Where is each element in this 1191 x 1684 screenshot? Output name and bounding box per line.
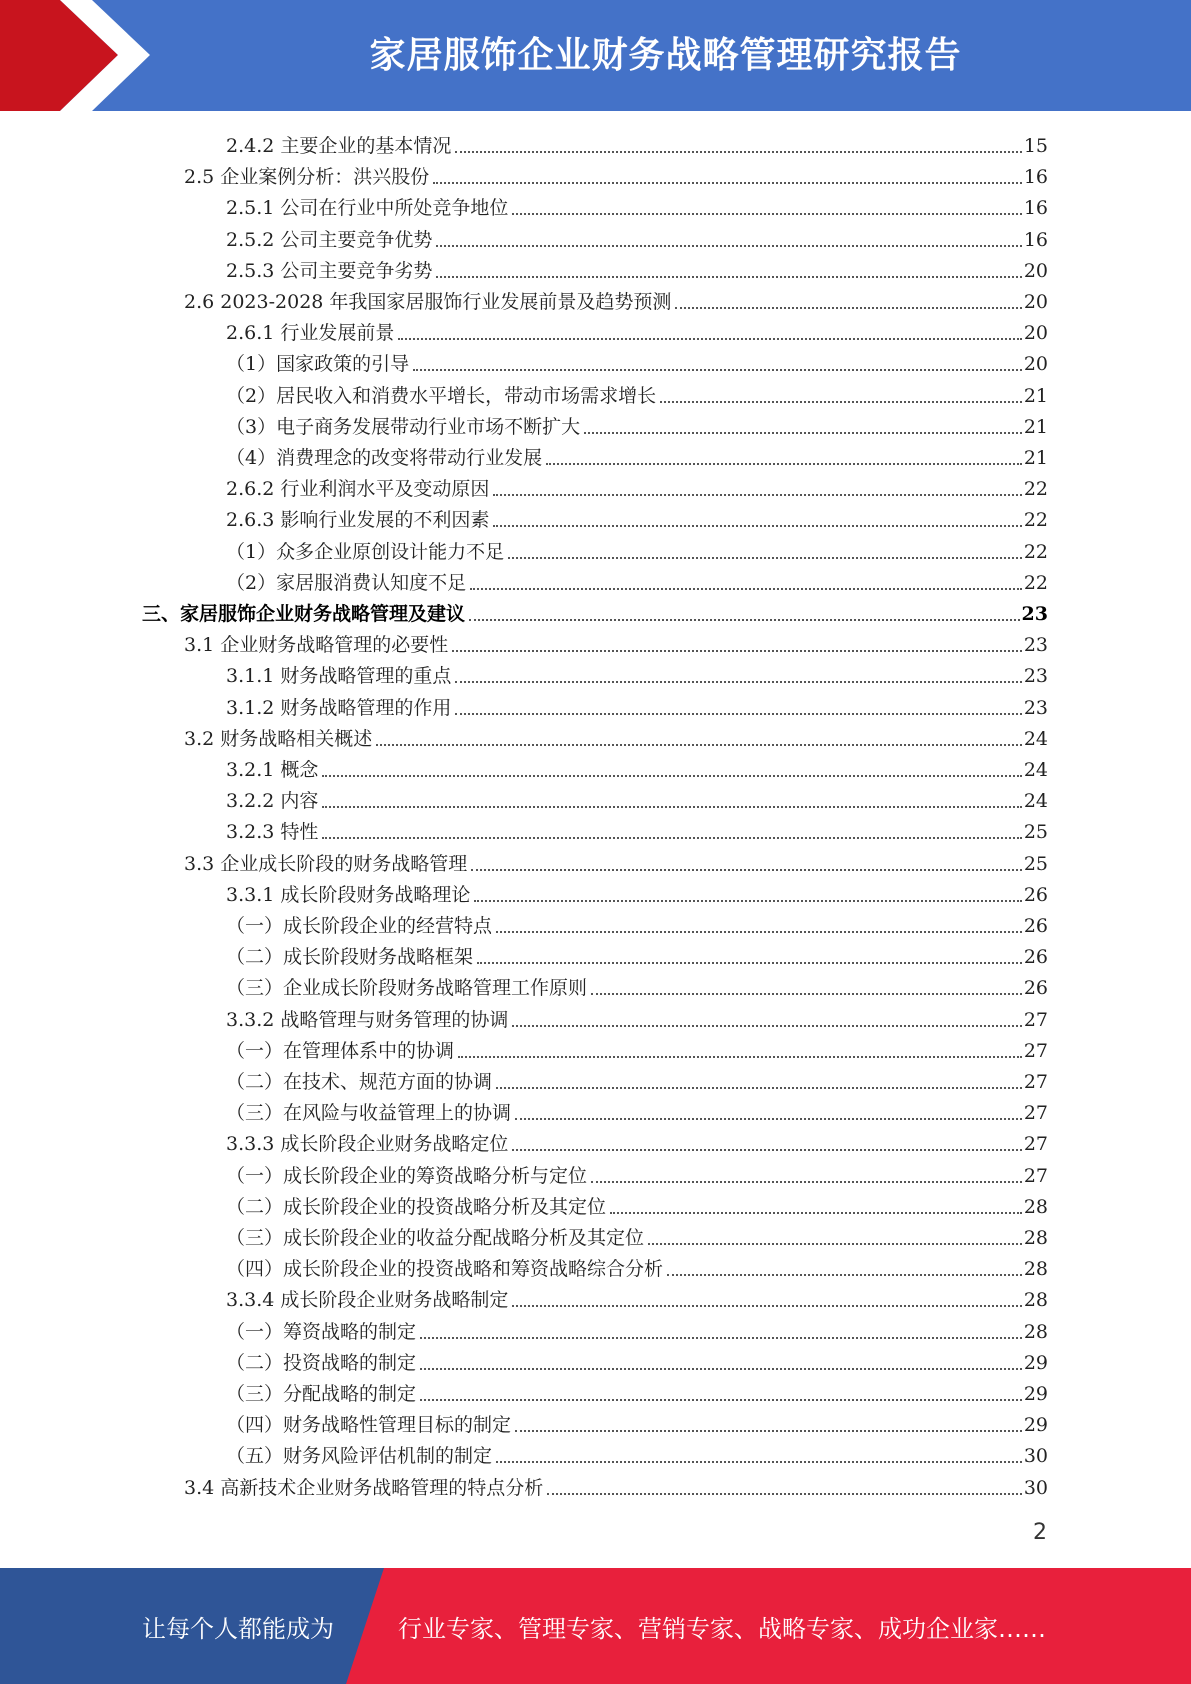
toc-entry-page: 27 bbox=[1023, 1008, 1048, 1031]
toc-dot-leader bbox=[398, 338, 1021, 340]
toc-entry-page: 29 bbox=[1023, 1383, 1048, 1405]
toc-dot-leader bbox=[496, 1461, 1022, 1463]
toc-dot-leader bbox=[413, 369, 1022, 371]
toc-entry-page: 23 bbox=[1023, 696, 1048, 719]
toc-entry-page: 28 bbox=[1023, 1289, 1048, 1312]
toc-entry-title: 3.1 企业财务战略管理的必要性 bbox=[184, 634, 449, 657]
toc-entry-title: （五）财务风险评估机制的制定 bbox=[226, 1445, 493, 1468]
toc-entry-title: （1）国家政策的引导 bbox=[226, 353, 410, 376]
toc-entry[interactable] bbox=[226, 128, 1048, 159]
footer-tagline: 行业专家、管理专家、营销专家、战略专家、成功企业家…… bbox=[398, 1614, 1046, 1643]
toc-entry[interactable] bbox=[226, 534, 1048, 565]
toc-entry-title: 2.4.2 主要企业的基本情况 bbox=[226, 135, 452, 157]
footer-slogan: 让每个人都能成为 bbox=[142, 1614, 334, 1643]
toc-entry-page: 30 bbox=[1023, 1445, 1048, 1468]
toc-dot-leader bbox=[458, 1056, 1022, 1058]
toc-entry-page: 28 bbox=[1023, 1258, 1048, 1281]
toc-entry-page: 27 bbox=[1023, 1133, 1048, 1156]
toc-entry[interactable] bbox=[226, 1033, 1048, 1064]
toc-entry[interactable] bbox=[184, 846, 1048, 877]
toc-entry[interactable] bbox=[142, 596, 1048, 627]
toc-dot-leader bbox=[648, 1243, 1022, 1245]
toc-dot-leader bbox=[376, 744, 1022, 746]
toc-dot-leader bbox=[675, 307, 1021, 309]
toc-entry[interactable] bbox=[184, 1470, 1048, 1501]
toc-dot-leader bbox=[584, 432, 1022, 434]
toc-entry[interactable] bbox=[226, 565, 1048, 596]
toc-dot-leader bbox=[436, 276, 1021, 278]
toc-entry[interactable] bbox=[226, 190, 1048, 221]
toc-dot-leader bbox=[471, 869, 1022, 871]
toc-dot-leader bbox=[470, 588, 1022, 590]
toc-entry[interactable] bbox=[226, 1126, 1048, 1157]
toc-entry-title: 2.6.3 影响行业发展的不利因素 bbox=[226, 509, 490, 532]
toc-entry-title: 2.6.2 行业利润水平及变动原因 bbox=[226, 478, 490, 501]
toc-entry[interactable] bbox=[226, 1376, 1048, 1407]
toc-dot-leader bbox=[546, 463, 1022, 465]
toc-entry-title: （2）居民收入和消费水平增长，带动市场需求增长 bbox=[226, 384, 657, 407]
toc-entry-title: （三）在风险与收益管理上的协调 bbox=[226, 1102, 512, 1125]
footer-banner bbox=[0, 1568, 1191, 1684]
toc-entry-page: 20 bbox=[1023, 259, 1048, 282]
toc-entry-page: 23 bbox=[1021, 603, 1048, 625]
toc-entry-page: 16 bbox=[1023, 197, 1048, 220]
toc-entry[interactable] bbox=[184, 627, 1048, 658]
toc-entry-title: （一）成长阶段企业的经营特点 bbox=[226, 915, 493, 937]
toc-dot-leader bbox=[512, 1025, 1021, 1027]
toc-dot-leader bbox=[512, 213, 1021, 215]
toc-dot-leader bbox=[452, 650, 1022, 652]
toc-entry-page: 24 bbox=[1023, 727, 1048, 750]
toc-dot-leader bbox=[512, 1305, 1021, 1307]
toc-dot-leader bbox=[322, 775, 1021, 777]
toc-entry-title: 2.5.3 公司主要竞争劣势 bbox=[226, 259, 433, 282]
toc-entry-page: 27 bbox=[1023, 1039, 1048, 1062]
toc-entry-page: 22 bbox=[1023, 540, 1048, 563]
toc-dot-leader bbox=[591, 993, 1022, 995]
toc-entry-title: （二）投资战略的制定 bbox=[226, 1351, 417, 1374]
toc-dot-leader bbox=[610, 1212, 1022, 1214]
toc-entry[interactable] bbox=[226, 378, 1048, 409]
toc-entry-title: （二）成长阶段财务战略框架 bbox=[226, 946, 474, 969]
toc-dot-leader bbox=[455, 681, 1021, 683]
toc-entry-title: 3.3 企业成长阶段的财务战略管理 bbox=[184, 852, 468, 875]
toc-entry[interactable] bbox=[226, 1002, 1048, 1033]
toc-entry-title: 3.2.2 内容 bbox=[226, 790, 319, 813]
toc-entry[interactable] bbox=[184, 721, 1048, 752]
toc-dot-leader bbox=[515, 1430, 1022, 1432]
report-title: 家居服饰企业财务战略管理研究报告 bbox=[369, 35, 962, 76]
toc-dot-leader bbox=[660, 401, 1022, 403]
toc-dot-leader bbox=[474, 900, 1021, 902]
toc-dot-leader bbox=[496, 1087, 1022, 1089]
toc-dot-leader bbox=[420, 1337, 1022, 1339]
toc-entry-page: 23 bbox=[1023, 665, 1048, 688]
toc-dot-leader bbox=[493, 525, 1021, 527]
toc-dot-leader bbox=[420, 1399, 1022, 1401]
toc-entry-title: 3.1.1 财务战略管理的重点 bbox=[226, 665, 452, 688]
toc-dot-leader bbox=[496, 931, 1022, 933]
toc-dot-leader bbox=[322, 806, 1021, 808]
toc-entry[interactable] bbox=[226, 1282, 1048, 1313]
toc-entry[interactable] bbox=[226, 471, 1048, 502]
toc-entry-page: 29 bbox=[1023, 1351, 1048, 1374]
toc-entry[interactable] bbox=[184, 284, 1048, 315]
toc-entry-page: 21 bbox=[1023, 415, 1048, 438]
toc-dot-leader bbox=[455, 151, 1021, 153]
toc-entry-title: 3.3.1 成长阶段财务战略理论 bbox=[226, 883, 471, 906]
toc-entry-title: （一）筹资战略的制定 bbox=[226, 1320, 417, 1343]
toc-entry-title: （三）企业成长阶段财务战略管理工作原则 bbox=[226, 977, 588, 1000]
toc-entry[interactable] bbox=[226, 409, 1048, 440]
toc-entry[interactable] bbox=[226, 1189, 1048, 1220]
toc-entry[interactable] bbox=[226, 1345, 1048, 1376]
toc-entry[interactable] bbox=[226, 908, 1048, 939]
toc-entry-title: （2）家居服消费认知度不足 bbox=[226, 571, 467, 594]
toc-entry-title: 2.5.1 公司在行业中所处竞争地位 bbox=[226, 197, 509, 220]
toc-entry-title: （4）消费理念的改变将带动行业发展 bbox=[226, 447, 543, 469]
toc-entry[interactable] bbox=[226, 440, 1048, 471]
toc-entry-page: 26 bbox=[1023, 883, 1048, 906]
toc-entry-page: 29 bbox=[1023, 1414, 1048, 1437]
toc-entry[interactable] bbox=[226, 1220, 1048, 1251]
toc-entry-title: 3.3.4 成长阶段企业财务战略制定 bbox=[226, 1289, 509, 1312]
toc-dot-leader bbox=[322, 837, 1021, 839]
toc-entry[interactable] bbox=[184, 159, 1048, 190]
toc-entry[interactable] bbox=[226, 814, 1048, 845]
toc-entry-title: （二）在技术、规范方面的协调 bbox=[226, 1071, 493, 1093]
toc-dot-leader bbox=[477, 962, 1022, 964]
toc-entry-title: 2.6.1 行业发展前景 bbox=[226, 322, 395, 345]
toc-entry[interactable] bbox=[226, 1158, 1048, 1189]
toc-entry-page: 21 bbox=[1023, 384, 1048, 407]
toc-entry-page: 28 bbox=[1023, 1320, 1048, 1343]
toc-entry-page: 22 bbox=[1023, 478, 1048, 501]
toc-entry-page: 26 bbox=[1023, 977, 1048, 1000]
toc-entry[interactable] bbox=[226, 1407, 1048, 1438]
toc-entry[interactable] bbox=[226, 1438, 1048, 1469]
toc-entry-title: （三）成长阶段企业的收益分配战略分析及其定位 bbox=[226, 1227, 645, 1249]
toc-entry-title: （3）电子商务发展带动行业市场不断扩大 bbox=[226, 415, 581, 438]
toc-entry-page: 23 bbox=[1023, 634, 1048, 657]
toc-entry[interactable] bbox=[226, 970, 1048, 1001]
toc-entry[interactable] bbox=[226, 502, 1048, 533]
toc-entry-page: 27 bbox=[1023, 1164, 1048, 1187]
toc-entry-title: 3.2.3 特性 bbox=[226, 821, 319, 844]
toc-entry[interactable] bbox=[226, 315, 1048, 346]
toc-entry-title: 3.2.1 概念 bbox=[226, 759, 319, 781]
toc-entry-title: （一）成长阶段企业的筹资战略分析与定位 bbox=[226, 1164, 588, 1187]
toc-entry-title: 2.5.2 公司主要竞争优势 bbox=[226, 228, 433, 251]
toc-entry-page: 25 bbox=[1023, 852, 1048, 875]
toc-entry[interactable] bbox=[226, 752, 1048, 783]
toc-entry-title: 3.3.3 成长阶段企业财务战略定位 bbox=[226, 1133, 509, 1156]
toc-entry-page: 24 bbox=[1023, 790, 1048, 813]
toc-entry-page: 15 bbox=[1023, 135, 1048, 157]
toc-entry[interactable] bbox=[226, 346, 1048, 377]
toc-entry-title: （三）分配战略的制定 bbox=[226, 1383, 417, 1405]
toc-entry-page: 30 bbox=[1023, 1476, 1048, 1499]
toc-dot-leader bbox=[508, 557, 1022, 559]
toc-entry[interactable] bbox=[226, 1064, 1048, 1095]
toc-entry[interactable] bbox=[226, 1251, 1048, 1282]
toc-entry-title: 3.1.2 财务战略管理的作用 bbox=[226, 696, 452, 719]
toc-dot-leader bbox=[493, 494, 1021, 496]
header-banner bbox=[0, 0, 1191, 111]
toc-dot-leader bbox=[436, 245, 1021, 247]
toc-entry[interactable] bbox=[226, 253, 1048, 284]
toc-entry-page: 26 bbox=[1023, 946, 1048, 969]
toc-dot-leader bbox=[512, 1149, 1021, 1151]
toc-entry-page: 20 bbox=[1023, 353, 1048, 376]
toc-entry-title: 2.5 企业案例分析：洪兴股份 bbox=[184, 166, 430, 189]
toc-entry[interactable] bbox=[226, 877, 1048, 908]
toc-entry-page: 20 bbox=[1023, 291, 1048, 313]
toc-entry-page: 22 bbox=[1023, 509, 1048, 532]
toc-entry[interactable] bbox=[226, 939, 1048, 970]
toc-dot-leader bbox=[420, 1368, 1022, 1370]
toc-entry-page: 21 bbox=[1023, 447, 1048, 469]
toc-entry-page: 27 bbox=[1023, 1102, 1048, 1125]
toc-entry[interactable] bbox=[226, 783, 1048, 814]
toc-dot-leader bbox=[591, 1181, 1022, 1183]
toc-dot-leader bbox=[547, 1493, 1022, 1495]
toc-entry-title: 2.6 2023-2028 年我国家居服饰行业发展前景及趋势预测 bbox=[184, 291, 672, 313]
toc-entry-title: （1）众多企业原创设计能力不足 bbox=[226, 540, 505, 563]
toc-dot-leader bbox=[515, 1118, 1022, 1120]
toc-dot-leader bbox=[455, 713, 1021, 715]
toc-entry-title: （四）财务战略性管理目标的制定 bbox=[226, 1414, 512, 1437]
page-number: 2 bbox=[1033, 1520, 1047, 1545]
toc-entry-page: 28 bbox=[1023, 1227, 1048, 1249]
toc-dot-leader bbox=[667, 1274, 1022, 1276]
toc-entry-page: 25 bbox=[1023, 821, 1048, 844]
toc-entry-title: （二）成长阶段企业的投资战略分析及其定位 bbox=[226, 1195, 607, 1218]
toc-entry-page: 16 bbox=[1023, 228, 1048, 251]
toc-entry-title: 3.3.2 战略管理与财务管理的协调 bbox=[226, 1008, 509, 1031]
toc-entry[interactable] bbox=[226, 1095, 1048, 1126]
toc-entry[interactable] bbox=[226, 690, 1048, 721]
toc-dot-leader bbox=[433, 182, 1022, 184]
toc-entry-title: 三、家居服饰企业财务战略管理及建议 bbox=[142, 603, 466, 625]
toc-entry[interactable] bbox=[226, 658, 1048, 689]
toc-entry-page: 24 bbox=[1023, 759, 1048, 781]
toc-entry-title: （一）在管理体系中的协调 bbox=[226, 1039, 455, 1062]
toc-entry[interactable] bbox=[226, 1314, 1048, 1345]
toc-entry-title: 3.2 财务战略相关概述 bbox=[184, 727, 373, 750]
toc-entry-title: 3.4 高新技术企业财务战略管理的特点分析 bbox=[184, 1476, 544, 1499]
toc-dot-leader bbox=[469, 619, 1020, 621]
toc-entry-page: 16 bbox=[1023, 166, 1048, 189]
toc-entry-title: （四）成长阶段企业的投资战略和筹资战略综合分析 bbox=[226, 1258, 664, 1281]
toc-entry-page: 20 bbox=[1023, 322, 1048, 345]
toc-entry-page: 22 bbox=[1023, 571, 1048, 594]
toc-entry-page: 27 bbox=[1023, 1071, 1048, 1093]
toc-entry-page: 26 bbox=[1023, 915, 1048, 937]
toc-entry-page: 28 bbox=[1023, 1195, 1048, 1218]
toc-entry[interactable] bbox=[226, 222, 1048, 253]
